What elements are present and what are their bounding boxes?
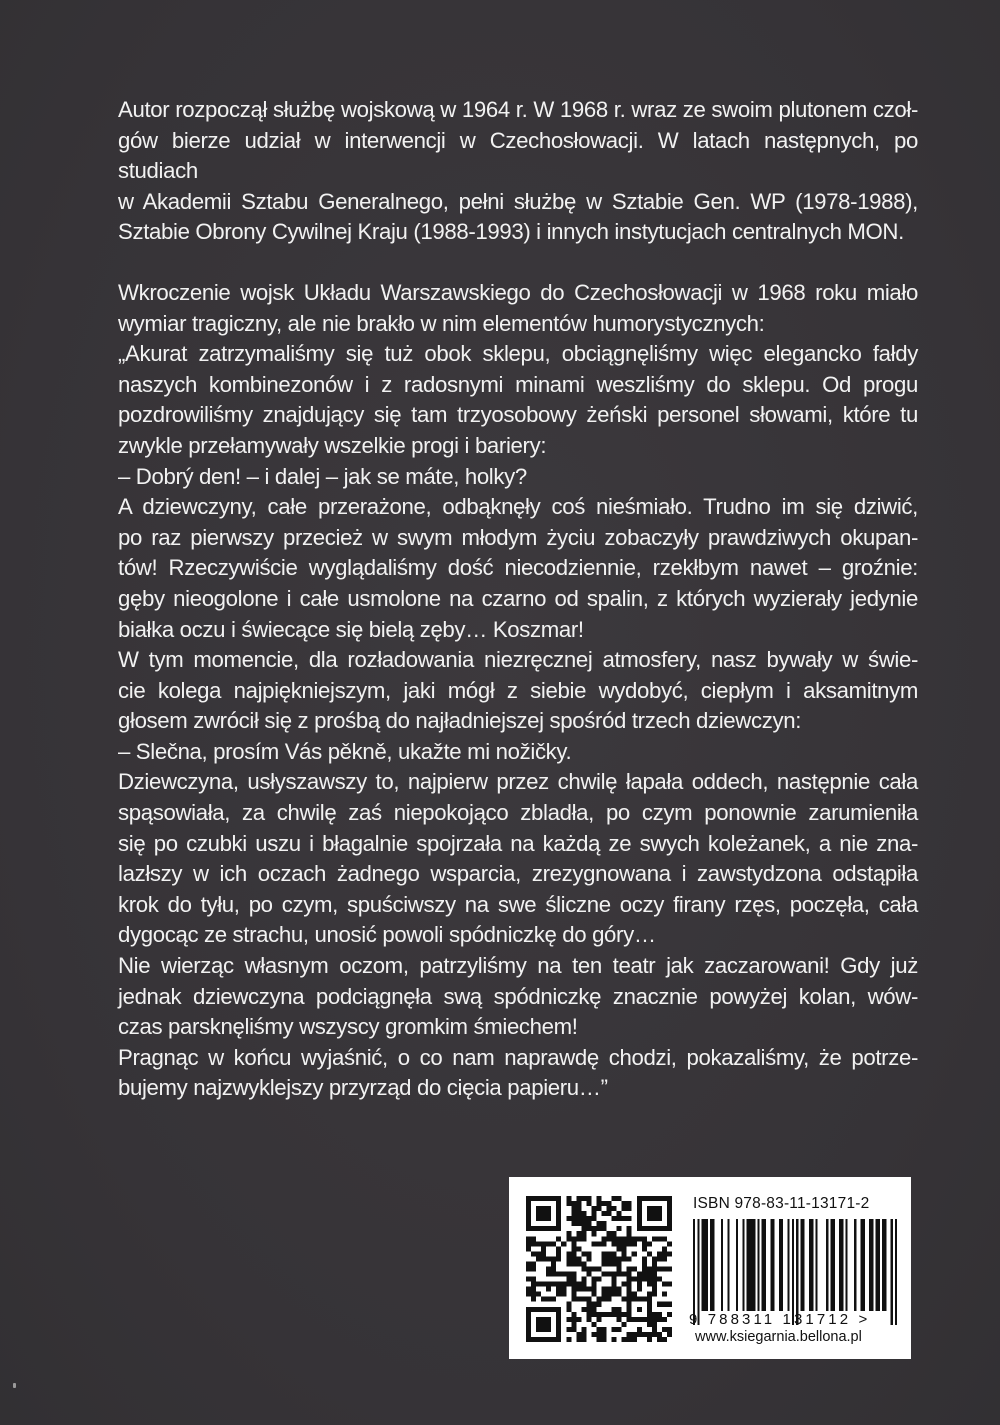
ean-barcode	[693, 1219, 897, 1325]
text-line: białka oczu i świecące się bielą zęby… Koszmar!	[118, 616, 584, 642]
barcode-bar	[736, 1219, 738, 1311]
barcode-bar	[884, 1219, 886, 1311]
barcode-bar	[841, 1219, 843, 1311]
barcode-bar	[854, 1219, 856, 1311]
text-line: W tym momencie, dla rozładowania niezręcznej atmosfery, nasz bywały w świe-	[118, 647, 918, 673]
barcode-bar	[895, 1219, 897, 1325]
text-line: bujemy najzwyklejszy przyrząd do cięcia papieru…”	[118, 1075, 608, 1101]
author-bio-paragraph	[118, 95, 918, 248]
barcode-bar	[781, 1219, 783, 1311]
barcode-bar	[863, 1219, 865, 1311]
text-line: naszych kombinezonów i z radosnymi minami weszliśmy do sklepu. Od progu	[118, 371, 918, 397]
excerpt-paragraph	[118, 278, 918, 1104]
barcode-bar	[800, 1219, 802, 1311]
barcode-bar	[811, 1219, 813, 1311]
text-line: lazłszy w ich oczach żadnego wsparcia, zrezygnowana i zawstydzona odstąpiła	[118, 861, 918, 887]
text-line: gęby nieogolone i całe usmolone na czarno od spalin, z których wyzierały jedynie	[118, 585, 918, 611]
text-line: się po czubki uszu i błagalnie spojrzała na każdą ze swych koleżanek, a nie zna-	[118, 830, 918, 856]
barcode-bar	[772, 1219, 774, 1311]
text-line: – Dobrý den! – i dalej – jak se máte, holky?	[118, 463, 527, 489]
text-line: Autor rozpoczął służbę wojskową w 1964 r. W 1968 r. wraz ze swoim plutonem czoł-	[118, 97, 918, 122]
text-line: głosem zwrócił się z prośbą do najładniejszej spośród trzech dziewczyn:	[118, 708, 802, 734]
barcode-bar	[803, 1219, 805, 1311]
text-line: „Akurat zatrzymaliśmy się tuż obok sklepu, obciągnęliśmy więc elegancko fałdy	[118, 341, 918, 367]
barcode-bar	[770, 1219, 772, 1311]
isbn-barcode-box	[509, 1177, 911, 1359]
barcode-bar	[815, 1219, 817, 1311]
barcode-bar	[796, 1219, 798, 1325]
barcode-bar	[749, 1219, 751, 1311]
barcode-bar	[792, 1219, 794, 1325]
barcode-bar	[787, 1219, 789, 1311]
barcode-bar	[721, 1219, 723, 1311]
barcode-bar	[702, 1219, 704, 1311]
text-line: wymiar tragiczny, ale nie brakło w nim elementów humorystycznych:	[118, 310, 765, 336]
barcode-bar	[779, 1219, 781, 1311]
barcode-bar	[710, 1219, 712, 1311]
text-line: krok do tyłu, po czym, spuściwszy na swe śliczne oczy firany rzęs, poczęła, cała	[118, 891, 918, 917]
barcode-bar	[764, 1219, 766, 1311]
barcode-bar	[882, 1219, 884, 1311]
text-line: Dziewczyna, usłyszawszy to, najpierw przez chwilę łapała oddech, następnie cała	[118, 769, 918, 795]
text-line: pozdrowiliśmy znajdujący się tam trzyosobowy żeński personel słowami, które tu	[118, 402, 918, 428]
text-line: A dziewczyny, całe przerażone, odbąknęły coś nieśmiało. Trudno im się dziwić,	[118, 494, 918, 520]
text-line: Wkroczenie wojsk Układu Warszawskiego do Czechosłowacji w 1968 roku miało	[118, 279, 918, 305]
barcode-bar	[693, 1219, 695, 1325]
barcode-bar	[697, 1219, 699, 1325]
barcode-bar	[742, 1219, 744, 1311]
text-line: dygocąc ze strachu, unosić powoli spódniczkę do góry…	[118, 922, 656, 948]
text-line: tów! Rzeczywiście wyglądaliśmy dość niecodziennie, rzekłbym nawet – groźnie:	[118, 555, 918, 581]
text-line: w Akademii Sztabu Generalnego, pełni służbę w Sztabie Gen. WP (1978-1988),	[118, 188, 918, 214]
print-speck	[13, 1383, 16, 1388]
text-line: Sztabie Obrony Cywilnej Kraju (1988-1993) i innych instytucjach centralnych MON.	[118, 219, 904, 245]
qr-code	[526, 1196, 672, 1342]
publisher-website: www.ksiegarnia.bellona.pl	[695, 1329, 862, 1345]
barcode-bar	[869, 1219, 871, 1311]
text-line: po raz pierwszy przecież w swym młodym życiu zobaczyły prawdziwych okupan-	[118, 524, 918, 550]
text-line: czas parsknęliśmy wszyscy gromkim śmiechem!	[118, 1014, 578, 1040]
barcode-number: 9 788311 131712 >	[689, 1311, 871, 1328]
text-line: Nie wierząc własnym oczom, patrzyliśmy na ten teatr jak zaczarowani! Gdy już	[118, 953, 918, 979]
barcode-bar	[712, 1219, 714, 1311]
isbn-label: ISBN 978-83-11-13171-2	[693, 1195, 870, 1212]
barcode-bar	[845, 1219, 847, 1311]
barcode-bar	[753, 1219, 755, 1311]
text-line: – Slečna, prosím Vás pěkně, ukažte mi nožičky.	[118, 738, 572, 764]
text-line: cie kolega najpiękniejszym, jaki mógł z siebie wydobyć, ciepłym i aksamitnym	[118, 677, 918, 703]
barcode-bar	[860, 1219, 862, 1311]
blurb-text	[118, 95, 918, 1104]
text-line: jednak dziewczyna podciągnęła swą spódniczkę znacznie powyżej kolan, wów-	[118, 983, 918, 1009]
barcode-bar	[826, 1219, 828, 1311]
barcode-bar	[757, 1219, 759, 1311]
barcode-bar	[833, 1219, 835, 1311]
barcode-bar	[878, 1219, 880, 1311]
barcode-bar	[891, 1219, 893, 1325]
barcode-bar	[704, 1219, 706, 1311]
barcode-bar	[747, 1219, 749, 1311]
barcode-bar	[706, 1219, 708, 1311]
barcode-bar	[876, 1219, 878, 1311]
paragraph-gap	[118, 248, 918, 278]
barcode-bar	[809, 1219, 811, 1311]
text-line: Pragnąc w końcu wyjaśnić, o co nam naprawdę chodzi, pokazaliśmy, że potrze-	[118, 1044, 918, 1070]
barcode-bar	[830, 1219, 832, 1311]
barcode-bar	[839, 1219, 841, 1311]
barcode-bar	[751, 1219, 753, 1311]
barcode-bar	[727, 1219, 729, 1311]
barcode-bar	[871, 1219, 873, 1311]
text-line: gów bierze udział w interwencji w Czechosłowacji. W latach następnych, po studiach	[118, 127, 918, 184]
text-line: spąsowiała, za chwilę zaś niepokojąco zbladła, po czym ponownie zarumieniła	[118, 800, 918, 826]
barcode-bar	[762, 1219, 764, 1311]
text-line: zwykle przełamywały wszelkie progi i bariery:	[118, 432, 547, 458]
